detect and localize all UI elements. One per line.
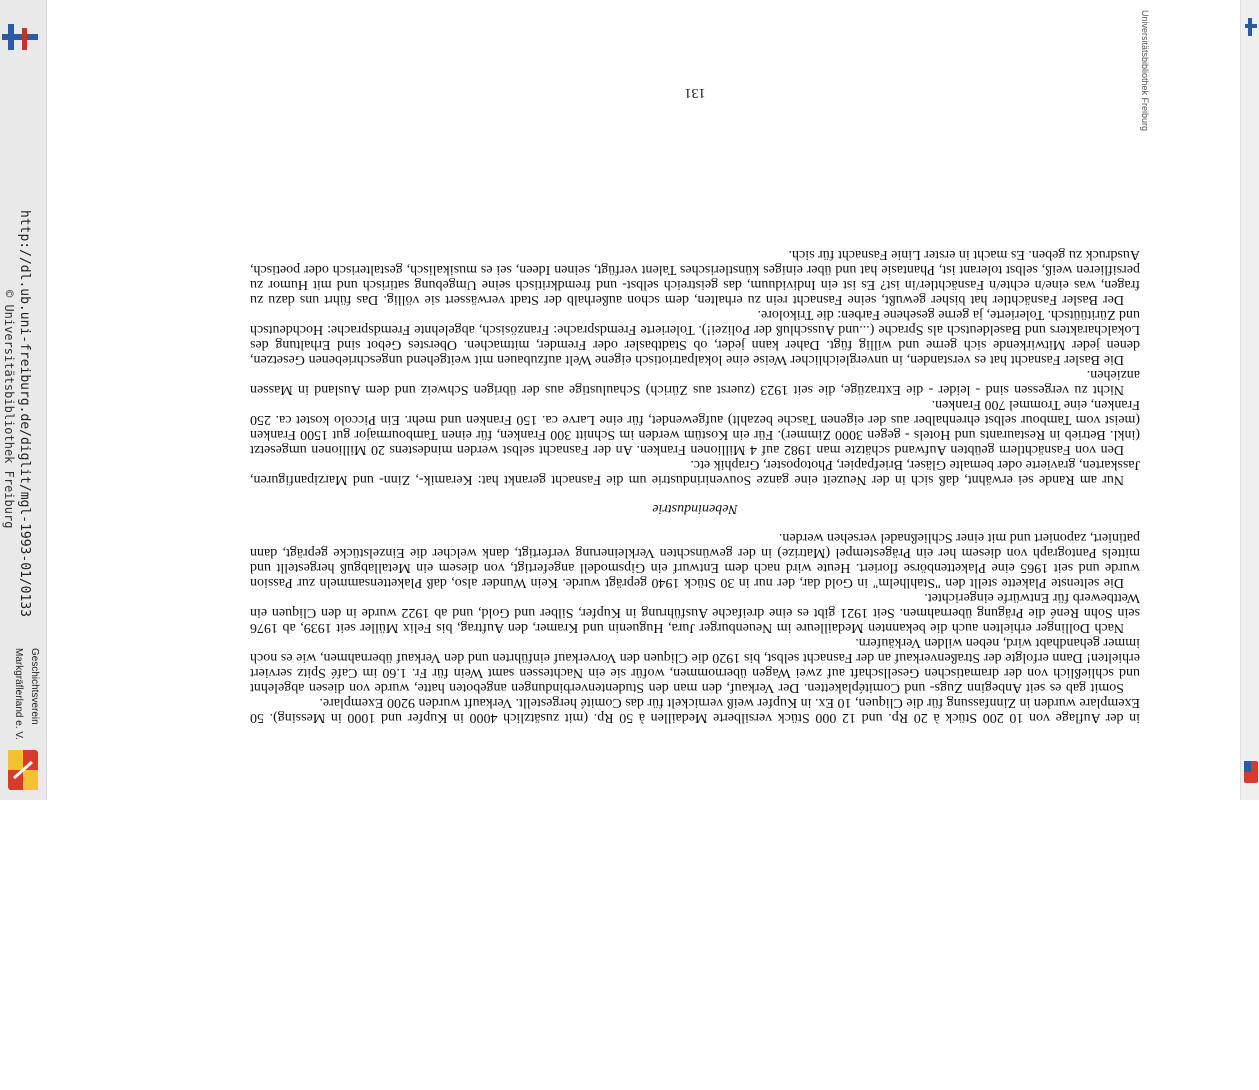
paragraph: Die Basler Fasnacht hat es verstanden, in unvergleichlicher Weise eine lokalpatriotisch eigene Welt aufzubauen mit weitgehend ungeschriebenen Gesetzen, denen jeder Mitwirkende sich gerne und willig fügt. Daher kann jeder, ob Stadtbasler oder Fremder, mitmachen. Oberstes Gebot sind Erhaltung des Lokalcharakters und Baseldeutsch als Sprache (...und Ausschluß der Polizei!). Tolerierte Fremdsprache: Französisch, abgelehnte Fremdsprache: Hochdeutsch und Züritüütsch. Tolerierte, ja gerne gesehene Farben: die Trikolore. bbox=[250, 307, 1140, 367]
library-logo-icon-small bbox=[1245, 18, 1257, 36]
paragraph: in der Auflage von 10 200 Stück à 20 Rp. und 12 000 Stück versilberte Medaillen à 50 Rp. (mit zusätzlich 4000 in Kupfer und 1000 in Messing). 50 Exemplare wurden in Zinnfassung für die Cliquen, 10 Ex. in Kupfer weiß vernickelt für das Comité hergestellt. Verkauft wurden 9200 Exemplare. bbox=[250, 695, 1140, 725]
paragraph: Die seltenste Plakette stellt den "Stahlhelm" in Gold dar, der nur in 30 Stück 1940 geprägt wurde. Kein Wunder also, daß Plakettensammeln zur Passion wurde und seit 1965 eine Plakettenbörse floriert. Heute wird nach dem Entwurf ein Gipsmodell angefertigt, von diesem ein Metallabguß hergestellt und mittels Pantograph von diesem her ein Prägestempel (Matrize) in der gewünschten Verkleinerung verfertigt, dank welcher die Einzelstücke geprägt, dann patiniert, zaponiert und mit einer Schließnadel versehen werden. bbox=[250, 530, 1140, 590]
paragraph: Nur am Rande sei erwähnt, daß sich in der Neuzeit eine ganze Souvenirindustrie um die Fasnacht gerankt hat: Keramik-, Zinn- und Marzipanfiguren, Jasskarten, gravierte oder bemalte Gläser, Briefpapier, Photoposter, Graphik etc. bbox=[250, 457, 1140, 487]
badge-label-line1: Geschichtsverein bbox=[29, 648, 40, 725]
coat-of-arms-icon bbox=[6, 748, 40, 792]
paragraph: Der Basler Fasnächtler hat bisher gewußt, seine Fasnacht rein zu erhalten, dem schon außerhalb der Stadt verwässert sie völlig. Das führt uns dazu zu fragen, was eine/n echte/n Fasnächtler/in ist? Es ist ein Individuum, das geistreich selbst- und fremdkritisch seine Umgebung satirisch und mit Humor zu persiflieren weiß, selbst tolerant ist, Phantasie hat und über einiges künstlerisches Talent verfügt, seinen Ideen, sei es musikalisch, gestalterisch oder poetisch, Ausdruck zu geben. Es macht in erster Linie Fasnacht für sich. bbox=[250, 247, 1140, 307]
document-url[interactable]: http://dl.ub.uni-freiburg.de/diglit/mgl-1993-01/0133 bbox=[17, 210, 32, 617]
scanned-page bbox=[250, 85, 1140, 725]
section-heading: Nebenindustrie bbox=[652, 501, 738, 516]
right-sidebar bbox=[1139, 0, 1259, 800]
page-number: 131 bbox=[684, 85, 706, 100]
left-sidebar bbox=[0, 0, 47, 800]
coat-of-arms-icon-small bbox=[1243, 760, 1259, 784]
right-edge-label: Universitätsbibliothek Freiburg bbox=[1139, 10, 1150, 132]
paragraph: Somit gab es seit Anbeginn Zugs- und Comitéplaketten. Der Verkauf, den man den Studentenverbindungen angeboten hatte, wurde von diesen abgelehnt und schließlich von der dramatischen Gesellschaft auf zwei Wagen übernommen, wofür sie ein Nachtessen samt Wein für Fr. 1.60 im Café Spitz serviert erhielten! Dann erfolgte der Straßenverkauf an der Fasnacht selbst, bis 1920 die Cliquen den Vorverkauf einführten und den Verkauf übernahmen, wie es noch immer gehandhabt wird, neben wilden Verkäufern. bbox=[250, 635, 1140, 695]
paragraph: Nicht zu vergessen sind - leider - die Extrazüge, die seit 1923 (zuerst aus Zürich) Schaulustige aus der übrigen Schweiz und dem Ausland in Massen anziehen. bbox=[250, 367, 1140, 397]
paragraph: Nach Dollinger erhielten auch die bekannten Medailleure im Neuenburger Jura, Huguenin und Kramer, den Auftrag, bis Felix Müller seit 1939, ab 1976 sein Sohn René die Prägung übernahmen. Seit 1921 gibt es eine dreifache Ausführung in Kupfer, Silber und Gold, und ab 1922 wurde in den Cliquen ein Wettbewerb für Entwürfe eingerichtet. bbox=[250, 590, 1140, 635]
badge-label-line2: Markgräflerland e. V. bbox=[13, 648, 24, 740]
copyright-notice: © Universitätsbibliothek Freiburg bbox=[2, 290, 16, 529]
paragraph: Den von Fasnächtlern geübten Aufwand schätzte man 1982 auf 4 Millionen Franken. An der Fasnacht selbst werden mindestens 20 Millionen umgesetzt (inkl. Betrieb in Restaurants und Hotels - gegen 3000 Zimmer). Für ein Kostüm werden im Schnitt 300 Franken, für einen Tambourmajor gut 1500 Franken (meist vom Tambour selbst ehrenhalber aus der eigenen Tasche bezahlt) aufgewendet, für eine Larve ca. 150 Franken und mehr. Ein Piccolo kostet ca. 250 Franken, eine Trommel 700 Franken. bbox=[250, 397, 1140, 457]
library-logo-icon bbox=[2, 24, 38, 50]
